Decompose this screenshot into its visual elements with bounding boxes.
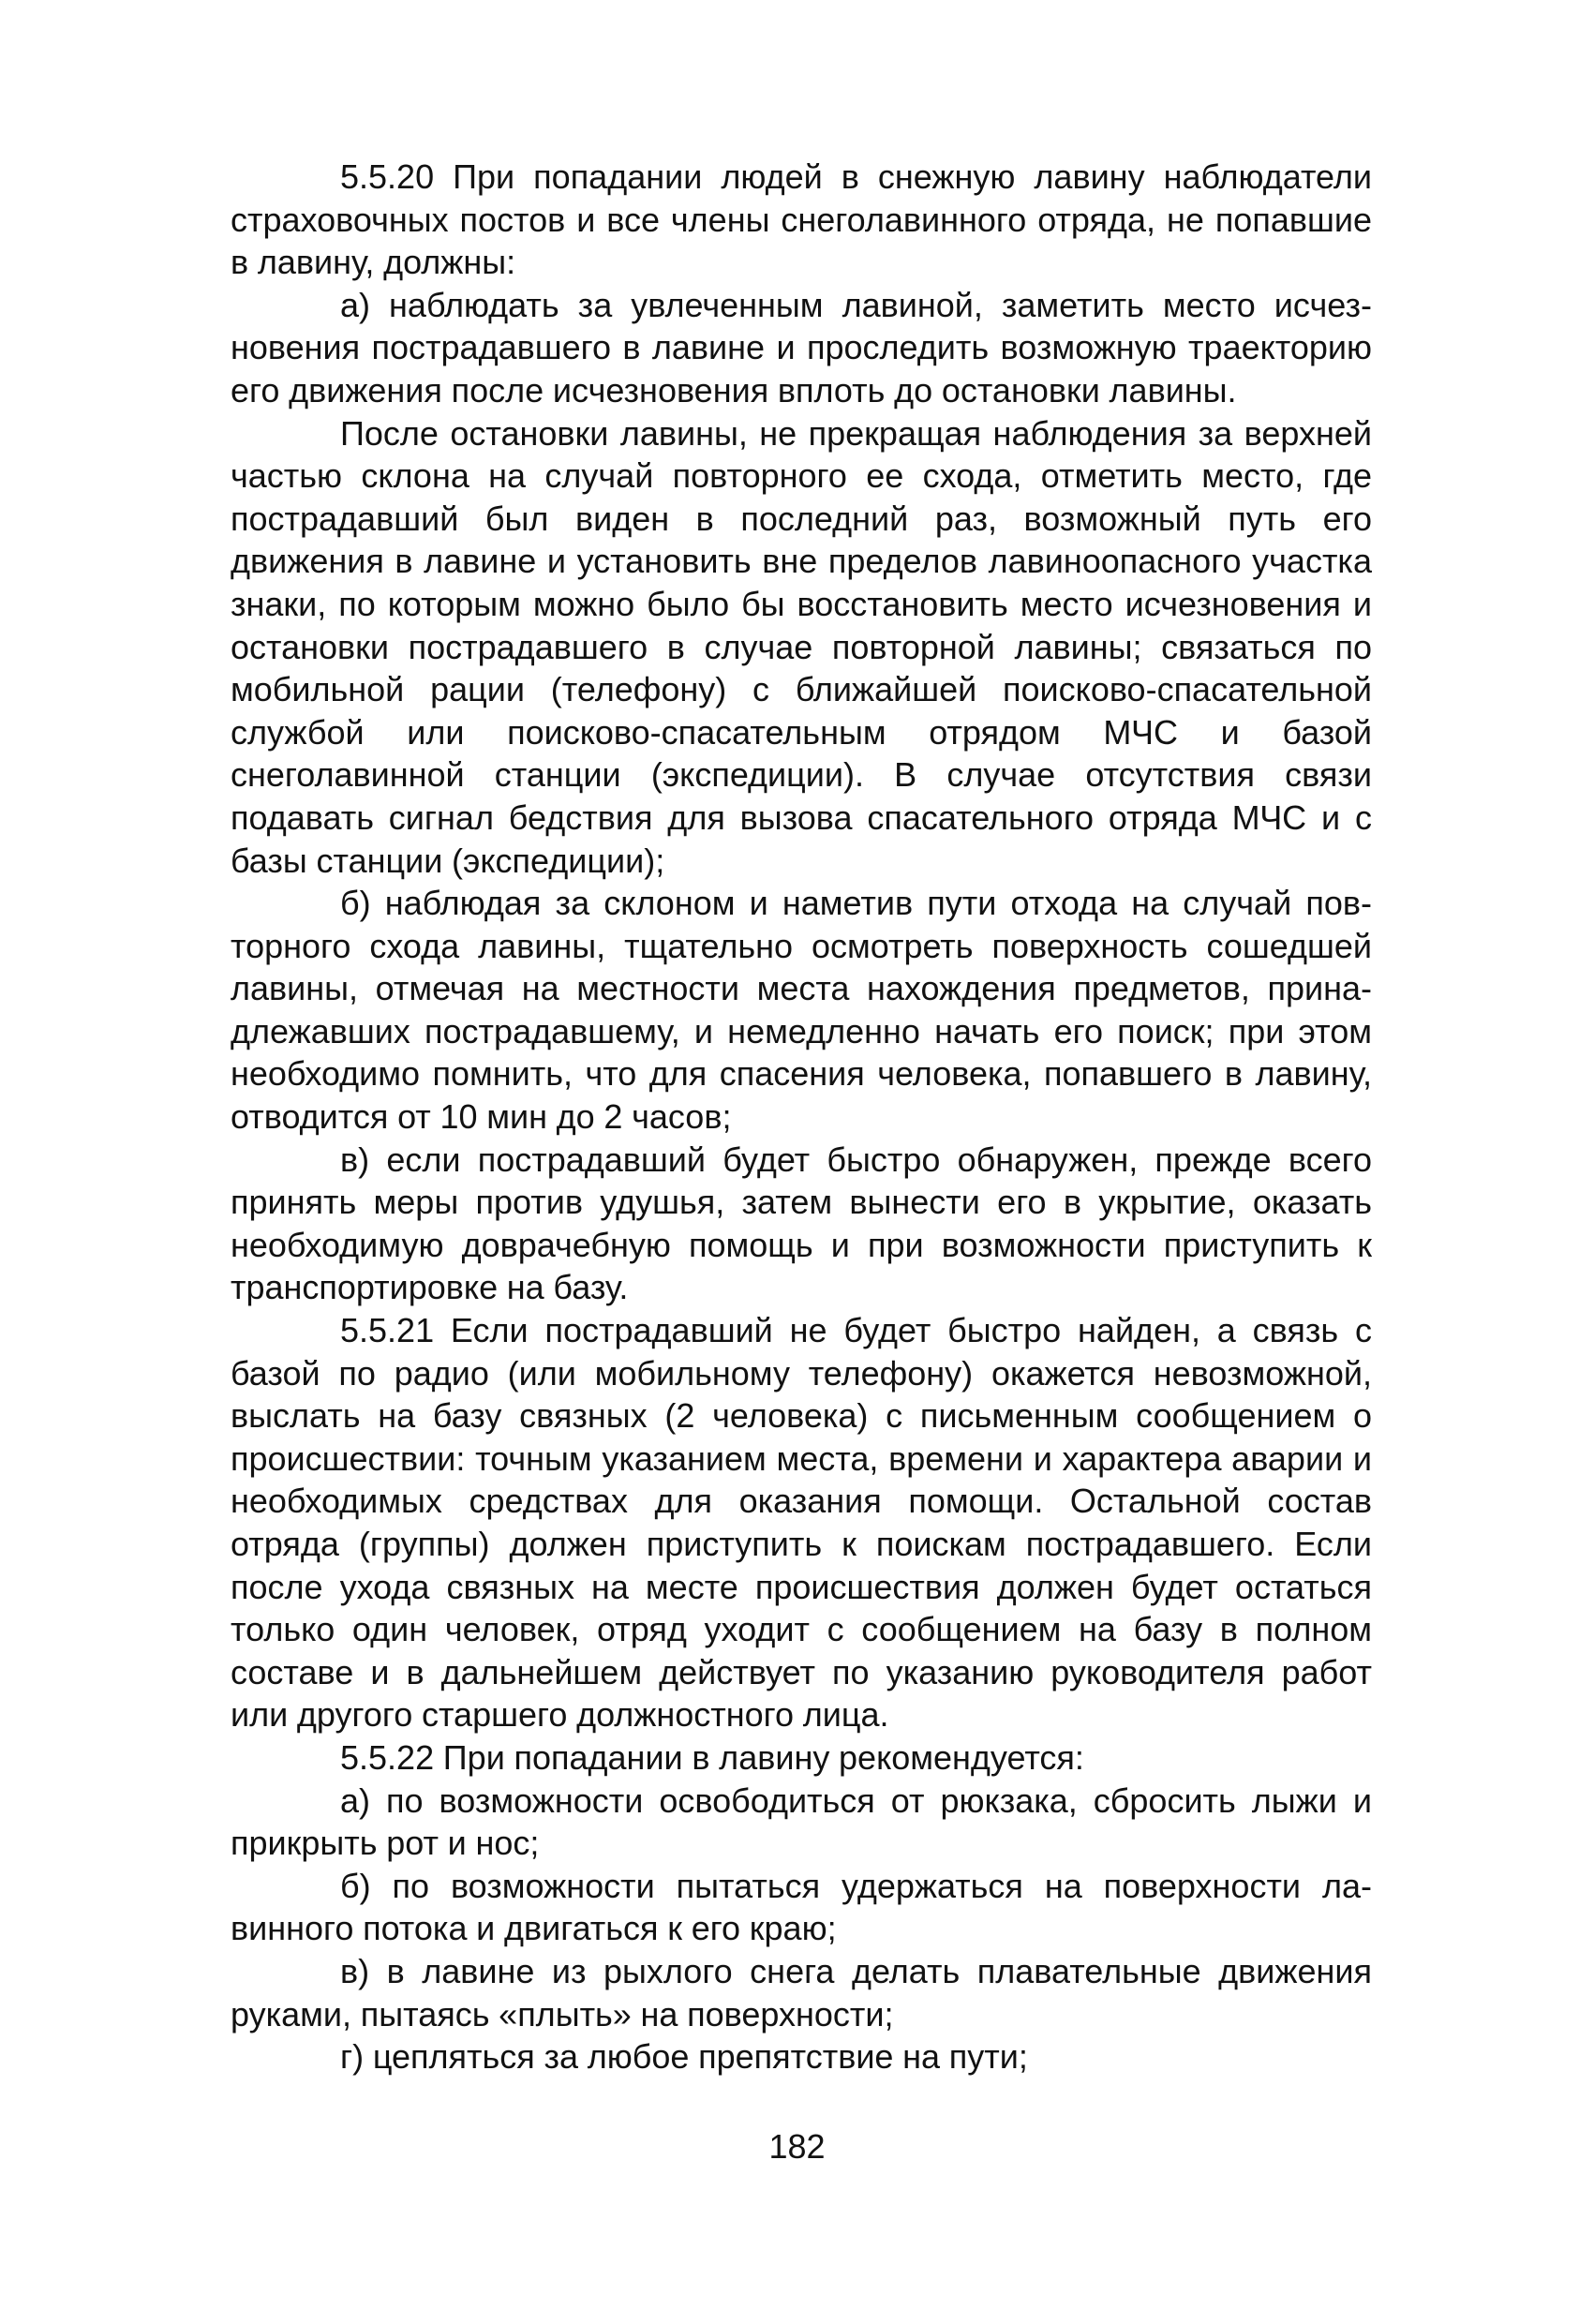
paragraph-item-v: в) если пострадавший будет быстро обнаружен, прежде всего принять меры против удушья, затем вынести его в укрытие, оказать необходимую доврачебную помощь и при возможности приступить к транспортировке на базу.: [231, 1140, 1372, 1307]
paragraph-5-5-22: 5.5.22 При попадании в лавину рекомендуется:: [340, 1737, 1084, 1777]
page-body: [231, 156, 1372, 2078]
paragraph-recommend-v: в) в лавине из рыхлого снега делать плавательные движения руками, пытаясь «плыть» на поверхности;: [231, 1951, 1372, 2034]
paragraph-recommend-g: г) цепляться за любое препятствие на пути;: [340, 2037, 1028, 2077]
paragraph-5-5-20: 5.5.20 При попадании людей в снежную лавину наблюдатели страховочных постов и все члены снеголавинного отряда, не попавшие в лавину, должны:: [231, 157, 1372, 282]
paragraph-after-stop: После остановки лавины, не прекращая наблюдения за верхней частью склона на случай повторного ее схода, отметить место, где пострадавший был виден в последний раз, возможный путь его движения в лавине и установить вне пределов лавиноопасного участка знаки, по которым можно было бы восстановить место исчезновения и остановки пострадавшего в случае повторной лавины; связаться по мобильной рации (телефону) с ближайшей поисково-спасательной службой или поисково-спасательным отрядом МЧС и базой снеголавинной станции (экспедиции). В случае отсутствия связи подавать сигнал бедствия для вызова спасательного отряда МЧС и с базы станции (экспедиции);: [231, 413, 1372, 880]
page-number: 182: [768, 2127, 826, 2166]
paragraph-item-a: а) наблюдать за увлеченным лавиной, заметить место исчезновения пострадавшего в лавине и проследить возможную траекторию его движения после исчезновения вплоть до остановки лавины.: [231, 285, 1372, 410]
paragraph-recommend-a: а) по возможности освободиться от рюкзака, сбросить лыжи и прикрыть рот и нос;: [231, 1780, 1372, 1863]
paragraph-recommend-b: б) по возможности пытаться удержаться на поверхности лавинного потока и двигаться к его краю;: [231, 1866, 1372, 1948]
paragraph-item-b: б) наблюдая за склоном и наметив пути отхода на случай повторного схода лавины, тщательно осмотреть поверхность сошедшей лавины, отмечая на местности места нахождения предметов, принадлежавших пострадавшему, и немедленно начать его поиск; при этом необходимо помнить, что для спасения человека, попавшего в лавину, отводится от 10 мин до 2 часов;: [231, 884, 1372, 1137]
paragraph-5-5-21: 5.5.21 Если пострадавший не будет быстро найден, а связь с базой по радио (или мобильному телефону) окажется невозможной, выслать на базу связных (2 человека) с письменным сообщением о происшествии: точным указанием места, времени и характера аварии и необходимых средствах для оказания помощи. Остальной состав отряда (группы) должен приступить к поискам пострадавшего. Если после ухода связных на месте происшествия должен будет остаться только один человек, отряд уходит с сообщением на базу в полном составе и в дальнейшем действует по указанию руководителя работ или другого старшего должностного лица.: [231, 1311, 1372, 1735]
